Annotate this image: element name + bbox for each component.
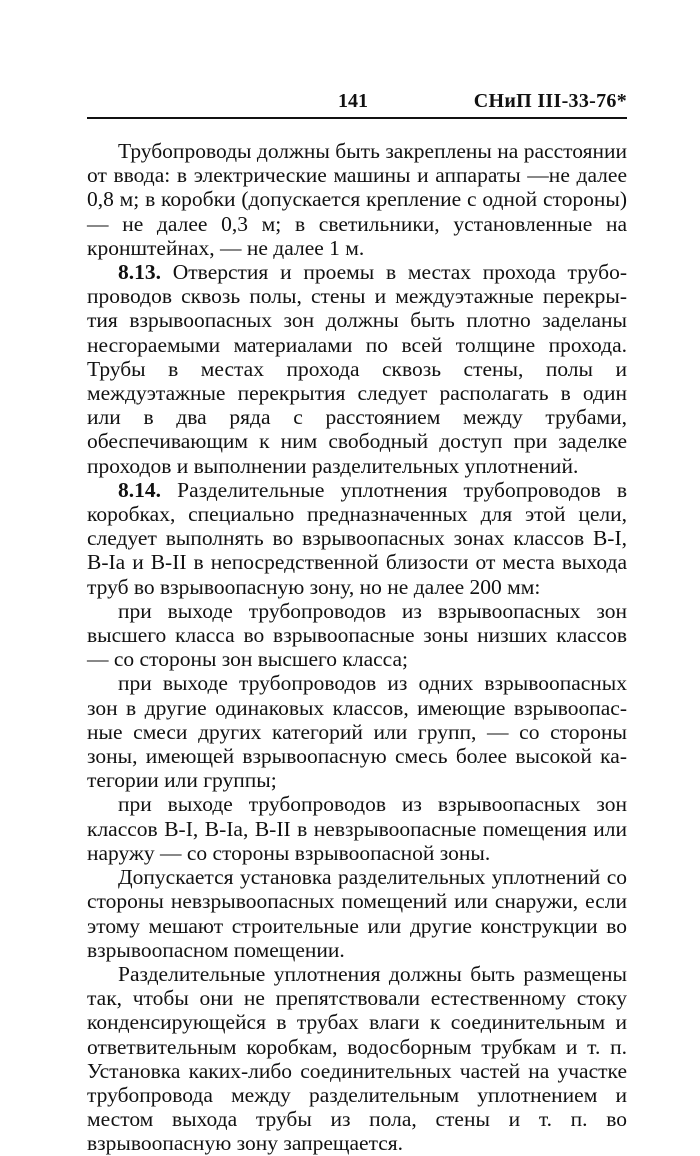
paragraph-8-13: [87, 260, 627, 478]
paragraph-text: Отверстия и проемы в местах прохода трубопроводов сквозь полы, стены и междуэтажные перекрытия взрывоопасных зон должны быть плотно заделаны несгораемыми материалами по всей толщине прохода. Трубы в местах прохода сквозь стены, полы и междуэтажные перекрытия следует располагать в один или в два ряда с расстоянием между трубами, обеспечивающим к ним свободный доступ при заделке проходов и выполнении разделительных уплотнений.: [87, 260, 627, 478]
paragraph-text: при выходе трубопроводов из одних взрывоопасных зон в другие одинаковых классов, имеющие взрывоопасные смеси других категорий или групп, — со стороны зоны, имеющей взрывоопасную смесь более высокой категории или группы;: [87, 671, 627, 793]
paragraph-seal-placement: [87, 962, 627, 1156]
page-number: 141: [338, 90, 368, 112]
paragraph-text: Допускается установка разделительных уплотнений со стороны невзрывоопасных помещений или снаружи, если этому мешают строительные или другие конструкции во взрывоопасном помещении.: [87, 865, 627, 962]
paragraph-number: 8.14.: [118, 477, 161, 502]
list-item-higher-class-exit: [87, 599, 627, 672]
paragraph-number: 8.13.: [118, 260, 161, 285]
list-item-nonexplosive-exit: [87, 792, 627, 865]
paragraph-text: Трубопроводы должны быть закреплены на расстоянии от ввода: в электрические машины и аппараты —не далее 0,8 м; в коробки (допускается крепление с одной стороны) — не далее 0,3 м; в светильники, установленные на кронштейнах, — не далее 1 м.: [87, 139, 627, 260]
paragraph-text: Разделительные уплотнения должны быть размещены так, чтобы они не препятствовали естественному стоку конденсирующейся в трубах влаги к соединительным и ответвительным коробкам, водосборным трубкам и т. п. Установка каких-либо соединительных частей на участке трубопровода между разделительным уплотнением и местом выхода трубы из пола, стены и т. п. во взрывоопасную зону запрещается.: [87, 961, 627, 1156]
paragraph-text: при выходе трубопроводов из взрывоопасных зон высшего класса во взрывоопасные зоны низших классов — со стороны зон высшего класса;: [87, 598, 627, 672]
paragraph-text: при выходе трубопроводов из взрывоопасных зон классов В-I, В-Iа, В-II в невзрывоопасные помещения или наружу — со стороны взрывоопасной зоны.: [87, 792, 627, 865]
document-body: [87, 139, 627, 1156]
list-item-same-class-exit: [87, 671, 627, 792]
document-code: СНиП III-33-76*: [473, 90, 627, 112]
header-rule: [87, 117, 627, 119]
paragraph-allowed-installation: [87, 865, 627, 962]
page-header: [87, 90, 627, 120]
paragraph-pipe-fastening: [87, 139, 627, 260]
paragraph-8-14: [87, 478, 627, 599]
paragraph-text: Разделительные уплотнения трубопроводов в коробках, специально предназначенных для этой цели, следует выполнять во взрывоопасных зонах классов В-I, В-Iа и В-II в непосредственной близости от места выхода труб во взрывоопасную зону, но не далее 200 мм:: [87, 477, 627, 599]
